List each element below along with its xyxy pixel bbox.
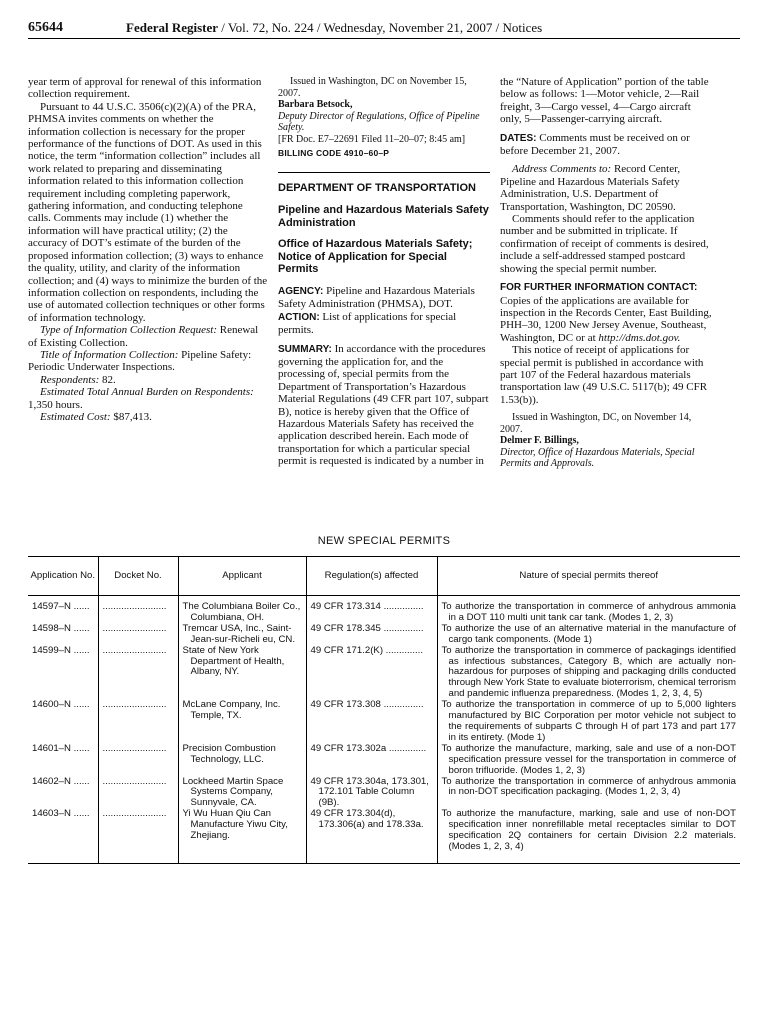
title-label: Title of Information Collection: [40,348,179,361]
further-info-label: FOR FURTHER INFORMATION CONTACT: [500,282,698,294]
address-paragraph [500,163,712,213]
application-no: 14598–N ...... [32,622,90,634]
notice-paragraph: This notice of receipt of applications for special permit is published in accordance with part 107 of the Federal hazardous materials transportation law (49 U.S.C. 5117(b); 49 CFR 1.53(b)). [500,344,708,406]
comments-paragraph: Comments should refer to the application number and be submitted in triplicate. If confirmation of receipt of comments is desired, include a self-addressed stamped postcard showing the special permit number. [500,213,709,275]
column-2 [278,76,490,468]
cost [28,411,268,423]
summary-text: In accordance with the procedures governing the application for, and the processing of, special permits from the Department of Transportation’s Hazardous Material Regulations (49 CFR part 107, subpart B), notice is hereby given that the Office of Hazardous Materials Safety has received the application described herein. Each mode of transportation for which a particular special permit is requested is indicated by a number in [278,342,489,468]
fr-doc: [FR Doc. E7–22691 Filed 11–20–07; 8:45 am] [278,133,466,145]
office-heading: Office of Hazardous Materials Safety; Notice of Application for Special Permits [278,238,473,276]
application-no: 14603–N ...... [28,809,98,863]
nature: To authorize the use of an alternative material in the manufacture of cargo tank components. (Mode 1) [437,624,740,646]
cost-label: Estimated Cost: [40,410,111,423]
docket-no: ........................ [98,646,178,701]
signer-title-2: Director, Office of Hazardous Materials, Special Permits and Approvals. [500,446,695,470]
application-no: 14601–N ...... [32,742,90,754]
title-value: Pipeline Safety: Periodic Underwater Inspections. [28,348,252,374]
application-no: 14597–N ...... [32,601,90,612]
nature: To authorize the transportation in commerce of up to 5,000 lighters manufactured by BIC Corporation per motor vehicle not subject to the requirements of subparts C through H of part 173 and part 177 in its entirety. (Mode 1) [437,700,740,744]
applicant: Precision Combustion Technology, LLC. [178,744,306,777]
signer-name-2: Delmer F. Billings, [500,435,579,447]
table-row [28,744,740,777]
signer-name: Barbara Betsock, [278,99,353,110]
dates-line [500,132,712,158]
address-label: Address Comments to: [512,163,612,176]
page-number: 65644 [28,20,63,35]
agency-text: Pipeline and Hazardous Materials Safety Administration (PHMSA), DOT. [278,284,475,311]
issued-line-2: Issued in Washington, DC, on November 14, 2007. [500,412,692,435]
section-divider [278,172,490,173]
type-label: Type of Information Collection Request: [40,324,217,337]
department-heading: DEPARTMENT OF TRANSPORTATION [278,182,476,195]
publication-name: Federal Register [126,20,219,35]
docket-no: ........................ [98,596,178,624]
applicant: The Columbiana Boiler Co., Columbiana, OH. [178,596,306,624]
dates-label: DATES: [500,132,537,144]
pra-paragraph: Pursuant to 44 U.S.C. 3506(c)(2)(A) of the PRA, PHMSA invites comments on whether the information collection is necessary for the proper performance of the functions of DOT. As used in this notice, the term “information collection” includes all work related to preparing and disseminating information related to this information collection requirement including completing paperwork, gathering information, and conducting telephone calls. Comments may include (1) whether the information will have practical utility; (2) the accuracy of DOT’s estimate of the burden of the proposed information collection; (3) ways to enhance the quality, utility, and clarity of the information collection; and (4) ways to minimize the burden of the information collection on respondents, including the use of automated collection techniques or other forms of information technology. [28,100,268,324]
docket-no: ........................ [98,744,178,777]
regulation: 49 CFR 173.302a .............. [306,744,437,777]
header-publication-line [126,20,542,36]
continuation-paragraph: year term of approval for renewal of this information collection requirement. [28,76,262,101]
action-line [278,311,490,337]
further-info-text: Copies of the applications are available for inspection in the Records Center, East Building, PHH–30, 1200 New Jersey Avenue, Southeast, Washington, DC or at [500,294,712,344]
table-row [28,777,740,810]
applicant: Tremcar USA, Inc., Saint-Jean-sur-Richeli eu, CN. [178,624,306,646]
application-no: 14602–N ...... [32,775,90,787]
respondents-label: Respondents: [40,373,100,386]
regulation: 49 CFR 178.345 ............... [306,624,437,646]
table-row [28,700,740,744]
summary-paragraph [278,343,490,468]
regulation: 49 CFR 171.2(K) .............. [306,646,437,701]
regulation: 49 CFR 173.304a, 173.301, 172.101 Table Column (9B). [306,777,437,810]
applicant: McLane Company, Inc. Temple, TX. [178,700,306,744]
dms-link[interactable]: http://dms.dot.gov. [598,331,681,344]
cost-value: $87,413. [113,410,152,423]
header-regulations: Regulation(s) affected [306,557,437,596]
docket-no: ........................ [98,624,178,646]
respondents-value: 82. [102,373,116,386]
special-permits-table [28,556,740,864]
docket-no: ........................ [98,700,178,744]
dates-text: Comments must be received on or before December 21, 2007. [500,131,690,158]
docket-no: ........................ [98,809,178,863]
burden-label: Estimated Total Annual Burden on Respondents: [40,386,254,399]
issue-details: / Vol. 72, No. 224 / Wednesday, November 21, 2007 / Notices [221,20,543,35]
action-label: ACTION: [278,311,320,323]
applicant: Lockheed Martin Space Systems Company, Sunnyvale, CA. [178,777,306,810]
nature: To authorize the manufacture, marking, sale and use of a non-DOT specification pressure vessel for the transportation in commerce of boron trifluoride. (Modes 1, 2, 3) [437,744,740,777]
applicant: Yi Wu Huan Qiu Can Manufacture Yiwu City, Zhejiang. [178,809,306,863]
regulation: 49 CFR 173.308 ............... [306,700,437,744]
header-nature: Nature of special permits thereof [437,557,740,596]
header-application-no: Application No. [28,557,98,596]
header-docket-no: Docket No. [98,557,178,596]
issued-line: Issued in Washington, DC on November 15, 2007. [278,76,467,99]
address-text: Record Center, Pipeline and Hazardous Materials Safety Administration, U.S. Department of Transportation, Washington, DC 20590. [500,163,681,213]
table-row [28,809,740,863]
table-row [28,646,740,701]
nature: To authorize the transportation in commerce of anhydrous ammonia in a DOT 110 multi unit tank car tank. (Modes 1, 2, 3) [437,596,740,624]
nature: To authorize the manufacture, marking, sale and use of non-DOT specification inner nonrefillable metal receptacles similar to DOT specification 2Q containers for certain Division 2.2 materials. (Modes 1, 2, 3, 4) [437,809,740,863]
summary-label: SUMMARY: [278,343,332,355]
column-3 [500,76,712,470]
nature: To authorize the transportation in commerce of anhydrous ammonia in non-DOT specification packaging. (Modes 1, 2, 3, 4) [437,777,740,810]
docket-no: ........................ [98,777,178,810]
nature: To authorize the transportation in commerce of packagings identified as infectious substances, Category B, which are actually non-hazardous for purposes of shipping and packaging drills conducted through New York State to evaluate bioterrorism, chemical terrorism and pandemic influenza preparedness. (Modes 1, 2, 3, 4, 5) [437,646,740,701]
billing-code: BILLING CODE 4910–60–P [278,148,390,158]
column-1 [28,76,268,423]
type-of-collection [28,324,268,349]
agency-label: AGENCY: [278,285,324,297]
burden-value: 1,350 hours. [28,398,83,411]
type-value: Renewal of Existing Collection. [28,324,259,349]
title-of-collection [28,349,268,374]
agency-heading: Pipeline and Hazardous Materials Safety Administration [278,204,489,229]
table-title: NEW SPECIAL PERMITS [317,535,451,547]
regulation: 49 CFR 173.304(d), 173.306(a) and 178.33a. [306,809,437,863]
running-header [28,18,740,39]
table-row [28,624,740,646]
header-applicant: Applicant [178,557,306,596]
action-text: List of applications for special permits. [278,310,457,337]
application-no: 14599–N ...... [32,644,90,656]
respondents [28,374,268,386]
applicant: State of New York Department of Health, Albany, NY. [178,646,306,701]
regulation: 49 CFR 173.314 ............... [306,596,437,624]
further-info-paragraph [500,281,712,344]
table-header-row [28,557,740,596]
signer-title: Deputy Director of Regulations, Office of Pipeline Safety. [278,110,480,133]
modes-paragraph: the “Nature of Application” portion of the table below as follows: 1—Motor vehicle, 2—Rail freight, 3—Cargo vessel, 4—Cargo aircraft only, 5—Passenger-carrying aircraft. [500,76,709,126]
application-no: 14600–N ...... [32,699,90,711]
agency-line [278,285,490,311]
table-row [28,596,740,624]
burden [28,386,268,411]
